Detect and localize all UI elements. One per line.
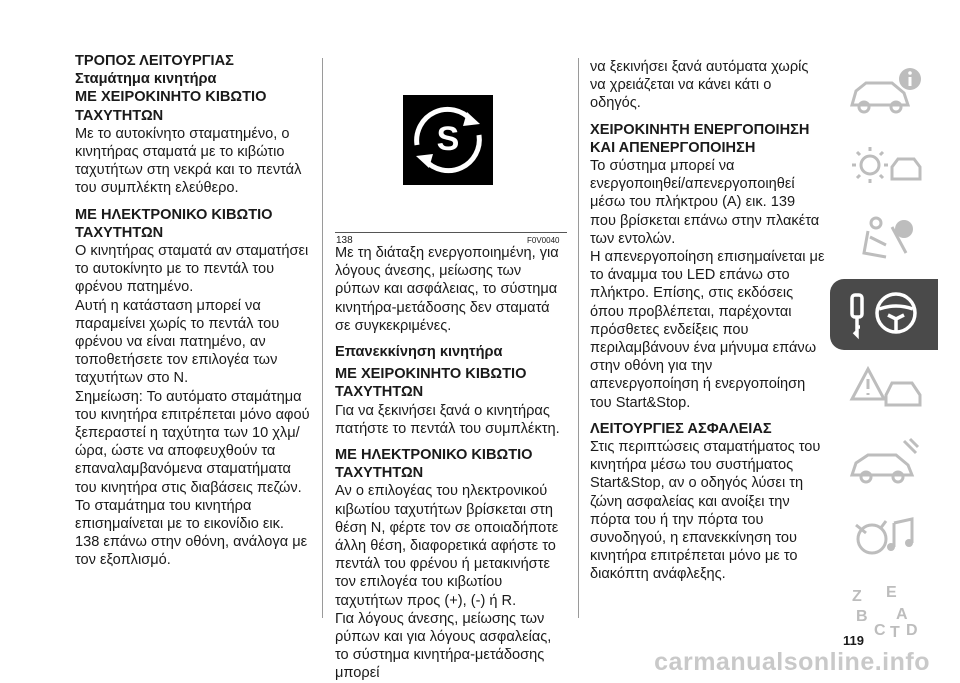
chapter-tabs (830, 57, 942, 649)
car-info-icon (846, 65, 926, 121)
paragraph: Με τη διάταξη ενεργοποιημένη, για λόγους άνεσης, μείωσης των ρύπων και ασφάλειας, το σύστημα κινητήρα-μετάδοσης δεν σταματά σε συγκεκριμένες. (335, 245, 559, 334)
tab-seat-airbag[interactable] (830, 205, 938, 276)
figure-rule (335, 232, 567, 233)
subsection-title: Σταμάτημα κινητήρα (75, 71, 217, 88)
heading-manual-gearbox: ΜΕ ΧΕΙΡΟΚΙΝΗΤΟ ΚΙΒΩΤΙΟ ΤΑΧΥΤΗΤΩΝ (75, 89, 267, 124)
subsection-title: Επανεκκίνηση κινητήρα (335, 344, 503, 361)
heading-electronic-gearbox: ΜΕ ΗΛΕΚΤΡΟΝΙΚΟ ΚΙΒΩΤΙΟ ΤΑΧΥΤΗΤΩΝ (335, 447, 533, 482)
tab-car-info[interactable] (830, 57, 938, 128)
svg-text:D: D (906, 622, 918, 639)
paragraph: Για λόγους άνεσης, μείωσης των ρύπων και για λόγους ασφαλείας, το σύστημα κινητήρα-μετάδοσης μπορεί (335, 610, 552, 682)
column-divider (322, 58, 323, 618)
column-3 (590, 58, 825, 584)
section-title: ΤΡΟΠΟΣ ΛΕΙΤΟΥΡΓΙΑΣ (75, 53, 234, 69)
paragraph: Στις περιπτώσεις σταματήματος του κινητήρα μέσω του συστήματος Start&Stop, αν ο οδηγός λύσει τη ζώνη ασφαλείας και ανοίξει την πόρτα του ή την πόρτα του συνοδηγού, η επανεκκίνηση του κινητήρα επιτρέπεται μόνο με το διακόπτη ανάφλεξης. (590, 439, 821, 583)
watermark: carmanualsonline.info (654, 648, 930, 676)
figure-number: 138 (336, 235, 353, 246)
column-2 (335, 244, 567, 683)
svg-text:E: E (886, 584, 897, 601)
heading-manual-activation: ΧΕΙΡΟΚΙΝΗΤΗ ΕΝΕΡΓΟΠΟΙΗΣΗ ΚΑΙ ΑΠΕΝΕΡΓΟΠΟΙΗΣΗ (590, 121, 810, 156)
tab-starting-driving[interactable] (830, 279, 938, 350)
figure-code: F0V0040 (527, 236, 560, 245)
svg-text:S: S (436, 120, 460, 158)
page-number: 119 (843, 633, 864, 648)
paragraph: Η απενεργοποίηση επισημαίνεται με το άναμμα του LED επάνω στο πλήκτρο. Επίσης, στις εκδόσεις όπου προβλέπεται, παρέχονται πρόσθετες ενδείξεις που περιλαμβάνουν ένα μήνυμα επάνω στην οθόνη για την απενεργοποίηση ή ενεργοποίηση του Start&Stop. (590, 249, 825, 411)
start-stop-icon (335, 58, 567, 228)
paragraph: Για να ξεκινήσει ξανά ο κινητήρας πατήστε το πεντάλ του συμπλέκτη. (335, 402, 560, 437)
paragraph: Ο κινητήρας σταματά αν σταματήσει το αυτοκίνητο με το πεντάλ του φρένου πατημένο. (75, 243, 309, 296)
paragraph: Αυτή η κατάσταση μπορεί να παραμείνει χωρίς το πεντάλ του φρένου να είναι πατημένο, αν τοποθετήσετε τον επιλογέα των ταχυτήτων στο N. (75, 297, 280, 387)
alphabet-index-icon (846, 583, 926, 639)
tab-emergency[interactable] (830, 353, 938, 424)
svg-text:A: A (896, 606, 908, 623)
svg-text:B: B (856, 608, 868, 625)
paragraph: Με το αυτοκίνητο σταματημένο, ο κινητήρας σταματά με το κιβώτιο ταχυτήτων στη νεκρά και το πεντάλ του συμπλέκτη ελεύθερο. (75, 125, 302, 197)
tab-maintenance[interactable] (830, 427, 938, 498)
key-steering-wheel-icon (846, 287, 926, 343)
car-maintenance-icon (846, 435, 926, 491)
paragraph: Το σταμάτημα του κινητήρα επισημαίνεται με το εικονίδιο εικ. 138 επάνω στην οθόνη, ανάλογα με τον εξοπλισμό. (75, 497, 308, 569)
heading-manual-gearbox: ΜΕ ΧΕΙΡΟΚΙΝΗΤΟ ΚΙΒΩΤΙΟ ΤΑΧΥΤΗΤΩΝ (335, 366, 527, 401)
paragraph: Αν ο επιλογέας του ηλεκτρονικού κιβωτίου ταχυτήτων βρίσκεται στη θέση N, φέρτε τον σε οποιαδήποτε άλλη θέση, διαφορετικά αφήστε το πεντάλ του φρένου ή μετακινήστε τον επιλογέα του κιβωτίου ταχυτήτων προς (+), (-) ή R. (335, 483, 559, 609)
svg-text:T: T (890, 624, 900, 639)
warning-triangle-car-icon (846, 361, 926, 417)
tab-dashboard-lights[interactable] (830, 131, 938, 202)
paragraph: να ξεκινήσει ξανά αυτόματα χωρίς να χρειάζεται να κάνει κάτι ο οδηγός. (590, 59, 809, 112)
tab-multimedia[interactable] (830, 501, 938, 572)
paragraph-note: Σημείωση: Το αυτόματο σταμάτημα του κινητήρα επιτρέπεται μόνο αφού ξεπεραστεί η ταχύτητα των 10 χλμ/ώρα, ώστε να αποφευχθούν τα επαναλαμβανόμενα σταματήματα του κινητήρα στις διαβάσεις πεζών. (75, 388, 310, 496)
paragraph: Το σύστημα μπορεί να ενεργοποιηθεί/απενεργοποιηθεί μέσω του πλήκτρου (A) εικ. 139 που βρίσκεται επάνω στην πλακέτα των εντολών. (590, 158, 820, 247)
column-1 (75, 52, 310, 570)
heading-electronic-gearbox: ΜΕ ΗΛΕΚΤΡΟΝΙΚΟ ΚΙΒΩΤΙΟ ΤΑΧΥΤΗΤΩΝ (75, 206, 273, 241)
heading-safety-functions: ΛΕΙΤΟΥΡΓΙΕΣ ΑΣΦΑΛΕΙΑΣ (590, 420, 772, 437)
svg-text:C: C (874, 622, 886, 639)
column-divider (578, 58, 579, 618)
figure-138 (335, 58, 567, 228)
svg-text:Z: Z (852, 588, 862, 605)
settings-music-icon (846, 509, 926, 565)
seat-airbag-icon (846, 213, 926, 269)
dashboard-lights-icon (846, 139, 926, 195)
